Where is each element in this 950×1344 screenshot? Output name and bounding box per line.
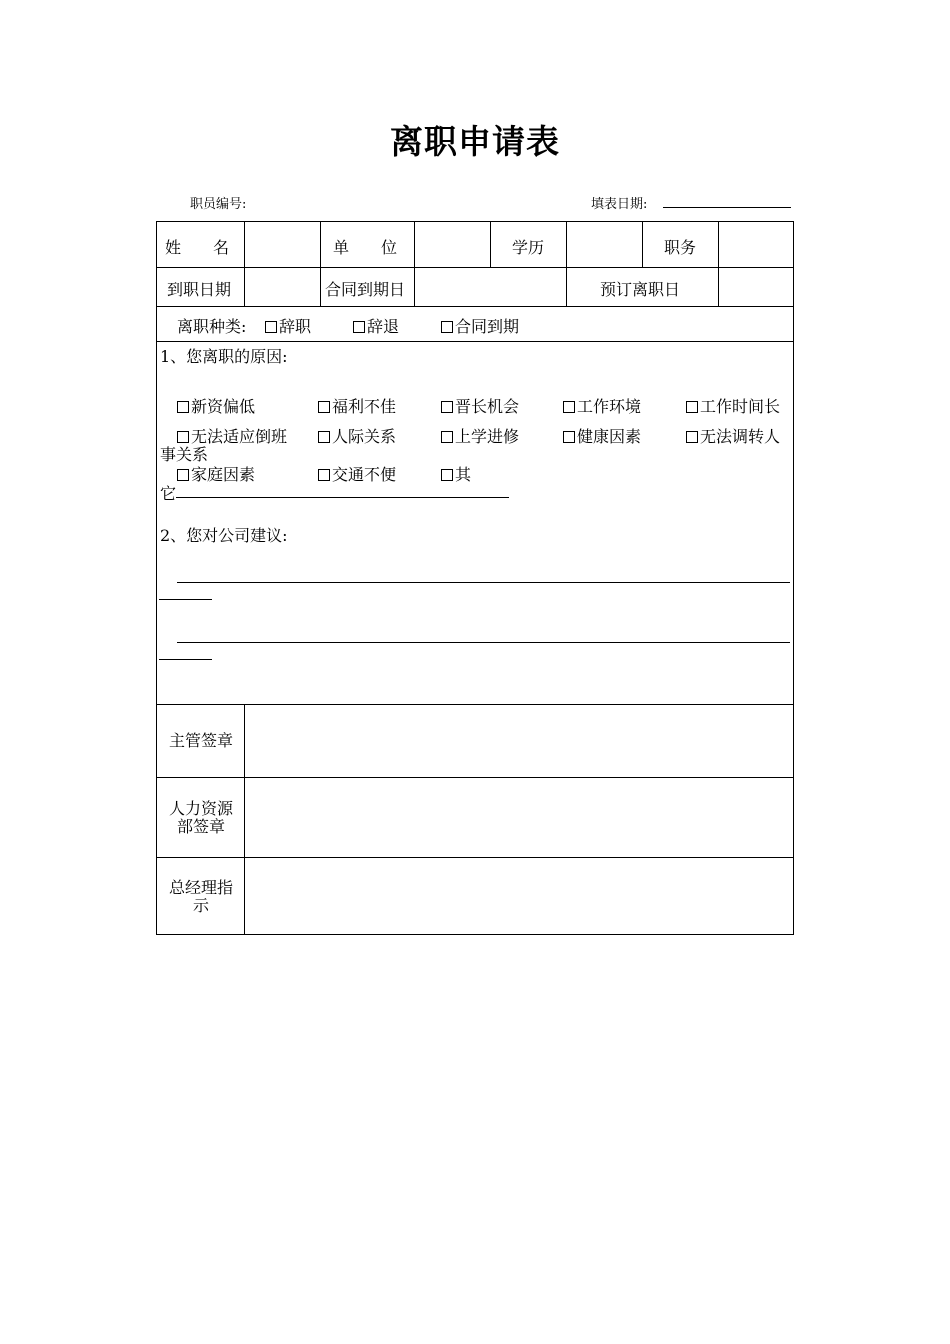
education-label: 学历 [512, 238, 545, 257]
checkbox[interactable] [563, 431, 575, 443]
checkbox[interactable] [318, 401, 330, 413]
leave-type-label: 离职种类: [177, 317, 247, 336]
checkbox[interactable] [353, 321, 365, 333]
reason-option[interactable]: 人际关系 [318, 424, 396, 447]
row-divider [157, 704, 793, 705]
reason-option[interactable]: 工作环境 [563, 394, 641, 417]
planned-leave-label: 预订离职日 [600, 280, 681, 299]
hr-signature-label: 人力资源 部签章 [168, 799, 233, 836]
col-divider [320, 222, 321, 306]
join-date-label: 到职日期 [167, 280, 232, 299]
leave-type-option[interactable]: 合同到期 [441, 314, 519, 337]
col-divider [642, 222, 643, 267]
leave-type-option[interactable]: 辞职 [265, 314, 311, 337]
col-divider [414, 222, 415, 306]
position-label: 职务 [664, 238, 697, 257]
reason-option[interactable]: 健康因素 [563, 424, 641, 447]
reasons-label: 1、您离职的原因: [160, 347, 288, 366]
reason-option[interactable]: 工作时间长 [686, 394, 780, 417]
unit-label: 单 位 [333, 238, 398, 257]
row-divider [157, 306, 793, 307]
leave-type-option[interactable]: 辞退 [353, 314, 399, 337]
checkbox[interactable] [318, 431, 330, 443]
checkbox[interactable] [177, 469, 189, 481]
checkbox[interactable] [441, 401, 453, 413]
supervisor-signature-label: 主管签章 [168, 731, 233, 750]
checkbox[interactable] [177, 401, 189, 413]
checkbox[interactable] [686, 431, 698, 443]
col-divider [718, 222, 719, 306]
suggestion-line-1[interactable] [177, 582, 790, 583]
reason-option[interactable]: 家庭因素 [177, 462, 255, 485]
col-divider [566, 222, 567, 306]
suggestion-label: 2、您对公司建议: [160, 526, 288, 545]
checkbox[interactable] [686, 401, 698, 413]
suggestion-line-2-wrap[interactable] [159, 659, 212, 660]
fill-date-field[interactable] [663, 207, 791, 208]
fill-date-label: 填表日期: [591, 197, 648, 212]
other-reason-field[interactable] [176, 497, 509, 498]
suggestion-line-2[interactable] [177, 642, 790, 643]
reason-option-other[interactable]: 其 [441, 462, 471, 485]
checkbox[interactable] [318, 469, 330, 481]
checkbox[interactable] [441, 469, 453, 481]
reason-option[interactable]: 无法适应倒班 [177, 424, 287, 447]
row-divider [157, 267, 793, 268]
row-divider [157, 857, 793, 858]
reason-option[interactable]: 无法调转人 [686, 424, 780, 447]
contract-end-label: 合同到期日 [325, 280, 406, 299]
reason-option[interactable]: 上学进修 [441, 424, 519, 447]
reason-option[interactable]: 福利不佳 [318, 394, 396, 417]
row-divider [157, 341, 793, 342]
employee-no-label: 职员编号: [190, 197, 247, 212]
name-label: 姓 名 [165, 238, 230, 257]
suggestion-line-1-wrap[interactable] [159, 599, 212, 600]
col-divider [490, 222, 491, 267]
gm-instruction-label: 总经理指 示 [168, 878, 233, 915]
checkbox[interactable] [563, 401, 575, 413]
checkbox[interactable] [441, 431, 453, 443]
page-title: 离职申请表 [390, 122, 560, 161]
reason-wrap-text: 它 [160, 484, 177, 503]
reason-option[interactable]: 交通不便 [318, 462, 396, 485]
reason-option[interactable]: 新资偏低 [177, 394, 255, 417]
reason-option[interactable]: 晋长机会 [441, 394, 519, 417]
col-divider [244, 222, 245, 306]
row-divider [157, 777, 793, 778]
checkbox[interactable] [265, 321, 277, 333]
checkbox[interactable] [441, 321, 453, 333]
reason-wrap-text: 事关系 [160, 445, 209, 464]
resignation-form [156, 221, 794, 935]
